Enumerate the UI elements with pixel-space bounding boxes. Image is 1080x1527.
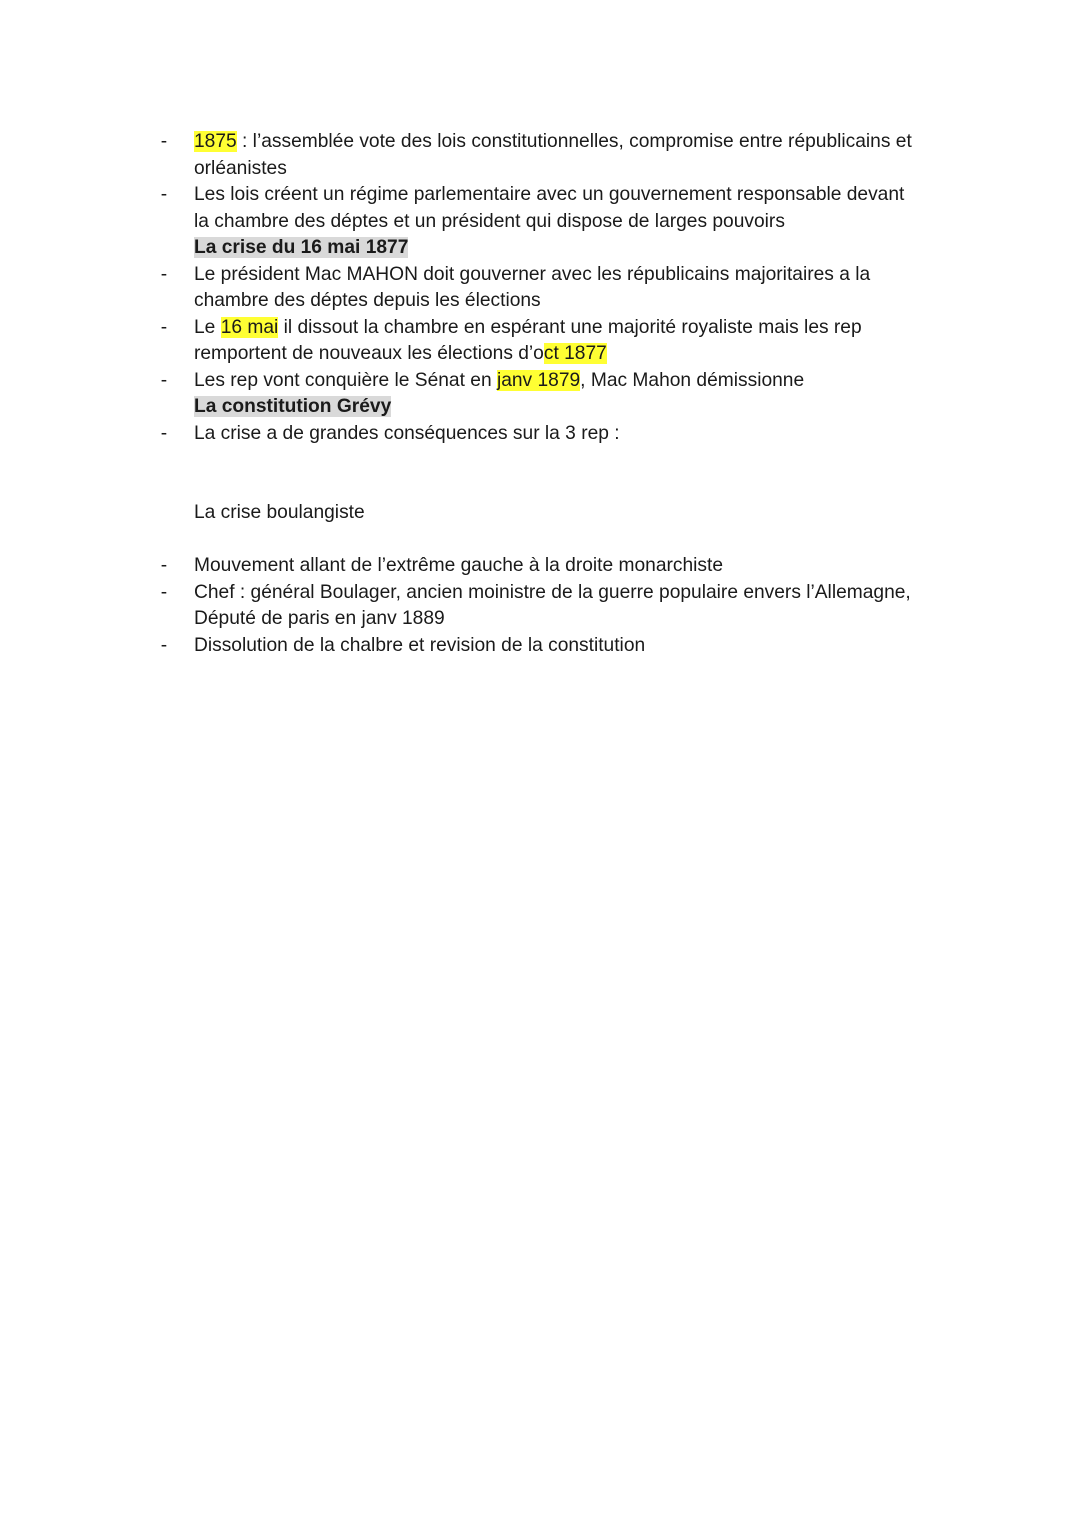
list-item-continuation <box>0 288 1080 315</box>
section-title-line <box>0 500 1080 527</box>
list-item-text: Député de paris en janv 1889 <box>194 608 445 629</box>
spacer <box>0 527 1080 554</box>
list-item-text: : l’assemblée vote des lois constitutionnelles, compromise entre républicains et <box>236 131 912 152</box>
bullet-dash: - <box>160 131 168 152</box>
list-item <box>0 368 1080 395</box>
list-item <box>0 553 1080 580</box>
bullet-dash: - <box>160 316 168 338</box>
list-item-text: Dissolution de la chalbre et revision de la constitution <box>194 634 646 656</box>
document-page <box>0 129 1080 659</box>
section-heading: La crise du 16 mai 1877 <box>194 237 409 258</box>
list-item <box>0 315 1080 342</box>
spacer <box>0 447 1080 500</box>
bullet-dash: - <box>160 369 168 391</box>
list-item <box>0 129 1080 156</box>
highlighted-date: 16 mai <box>220 316 279 338</box>
list-item <box>0 580 1080 607</box>
list-item-text: Les lois créent un régime parlementaire avec un gouvernement responsable devant <box>194 184 905 205</box>
bullet-dash: - <box>160 581 168 603</box>
bullet-dash: - <box>160 263 168 285</box>
section-title: La crise boulangiste <box>194 502 365 523</box>
list-item-text: orléanistes <box>194 157 287 179</box>
list-item <box>0 421 1080 448</box>
bullet-dash: - <box>160 184 168 205</box>
list-item-text: remportent de nouveaux les élections d’o <box>194 343 544 364</box>
list-item-continuation <box>0 606 1080 633</box>
list-item-text: chambre des déptes depuis les élections <box>194 290 541 311</box>
list-item-text: La crise a de grandes conséquences sur la 3 rep : <box>194 422 620 444</box>
list-item <box>0 262 1080 289</box>
list-item-continuation <box>0 209 1080 236</box>
list-item-text: il dissout la chambre en espérant une majorité royaliste mais les rep <box>278 316 862 338</box>
section-heading-line <box>0 235 1080 262</box>
list-item-text: Le président Mac MAHON doit gouverner avec les républicains majoritaires a la <box>194 263 871 285</box>
list-item <box>0 633 1080 660</box>
list-item-continuation <box>0 341 1080 368</box>
list-item-continuation <box>0 156 1080 183</box>
list-item-text: Chef : général Boulager, ancien moinistre de la guerre populaire envers l’Allemagne, <box>194 581 911 603</box>
list-item-text: la chambre des déptes et un président qui dispose de larges pouvoirs <box>194 210 785 232</box>
list-item-text: Le <box>194 316 221 338</box>
list-item-text: Les rep vont conquière le Sénat en <box>194 369 497 391</box>
list-item-text: , Mac Mahon démissionne <box>580 369 805 391</box>
list-item-text: Mouvement allant de l’extrême gauche à la droite monarchiste <box>194 555 724 576</box>
highlighted-date: janv 1879 <box>496 369 581 391</box>
bullet-dash: - <box>160 555 168 576</box>
bullet-dash: - <box>160 634 168 656</box>
list-item <box>0 182 1080 209</box>
section-heading: La constitution Grévy <box>194 396 392 417</box>
section-heading-line <box>0 394 1080 421</box>
highlighted-date: ct 1877 <box>543 343 607 364</box>
bullet-dash: - <box>160 422 168 444</box>
highlighted-date: 1875 <box>194 131 237 152</box>
